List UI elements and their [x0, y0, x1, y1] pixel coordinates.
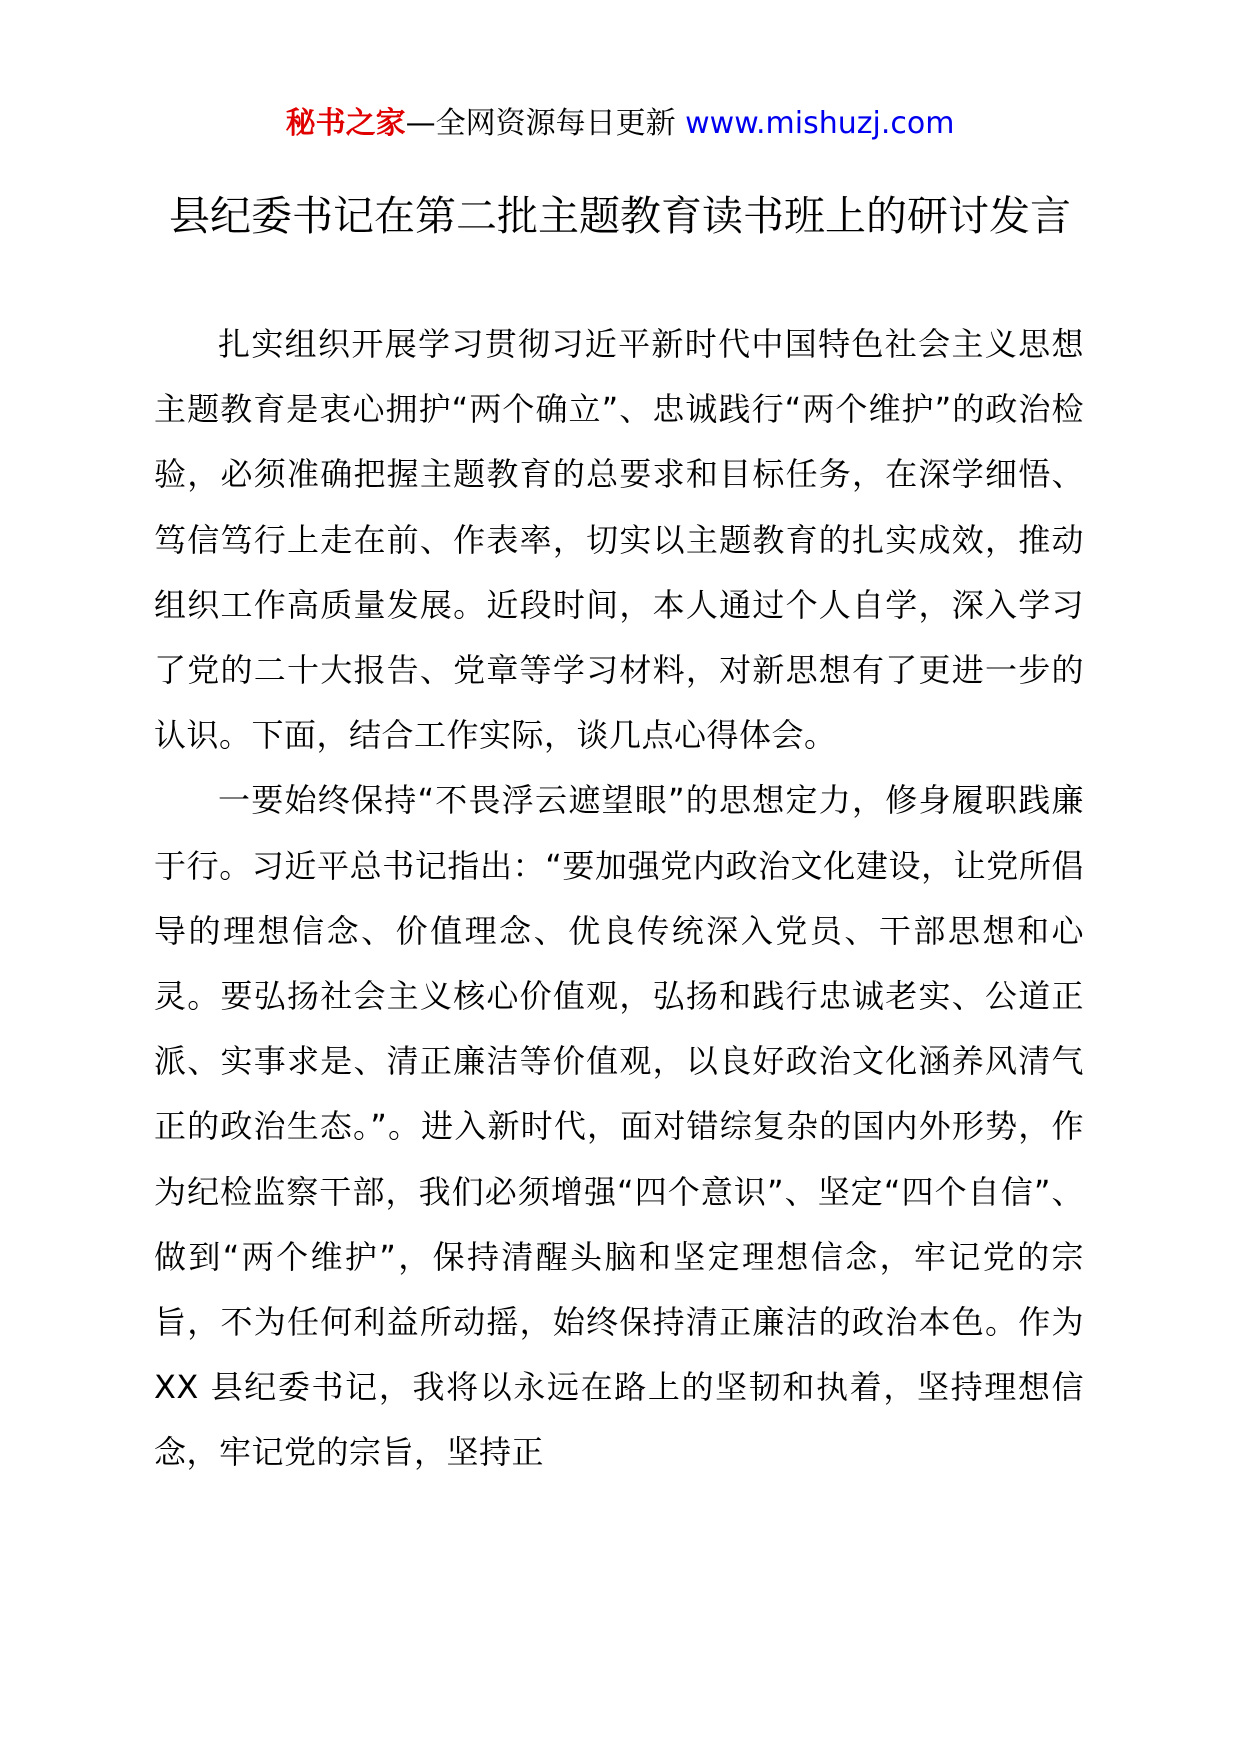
site-header	[0, 102, 1240, 146]
document-body	[154, 312, 1084, 1486]
site-url-link[interactable]: www.mishuzj.com	[685, 106, 955, 141]
document-title: 县纪委书记在第二批主题教育读书班上的研讨发言	[169, 192, 1071, 240]
site-tagline: —全网资源每日更新	[405, 106, 676, 141]
site-brand: 秘书之家	[285, 106, 406, 141]
paragraph-point-one: 一要始终保持“不畏浮云遮望眼”的思想定力，修身履职践廉于行。习近平总书记指出：“要加强党内政治文化建设，让党所倡导的理想信念、价值理念、优良传统深入党员、干部思想和心灵。要弘扬社会主义核心价值观，弘扬和践行忠诚老实、公道正派、实事求是、清正廉洁等价值观，以良好政治文化涵养风清气正的政治生态。”。进入新时代，面对错综复杂的国内外形势，作为纪检监察干部，我们必须增强“四个意识”、坚定“四个自信”、做到“两个维护”，保持清醒头脑和坚定理想信念，牢记党的宗旨，不为任何利益所动摇，始终保持清正廉洁的政治本色。作为 XX 县纪委书记，我将以永远在路上的坚韧和执着，坚持理想信念，牢记党的宗旨，坚持正	[154, 781, 1084, 1472]
paragraph-intro: 扎实组织开展学习贯彻习近平新时代中国特色社会主义思想主题教育是衷心拥护“两个确立”、忠诚践行“两个维护”的政治检验，必须准确把握主题教育的总要求和目标任务，在深学细悟、笃信笃行上走在前、作表率，切实以主题教育的扎实成效，推动组织工作高质量发展。近段时间，本人通过个人自学，深入学习了党的二十大报告、党章等学习材料，对新思想有了更进一步的认识。下面，结合工作实际，谈几点心得体会。	[154, 325, 1084, 755]
